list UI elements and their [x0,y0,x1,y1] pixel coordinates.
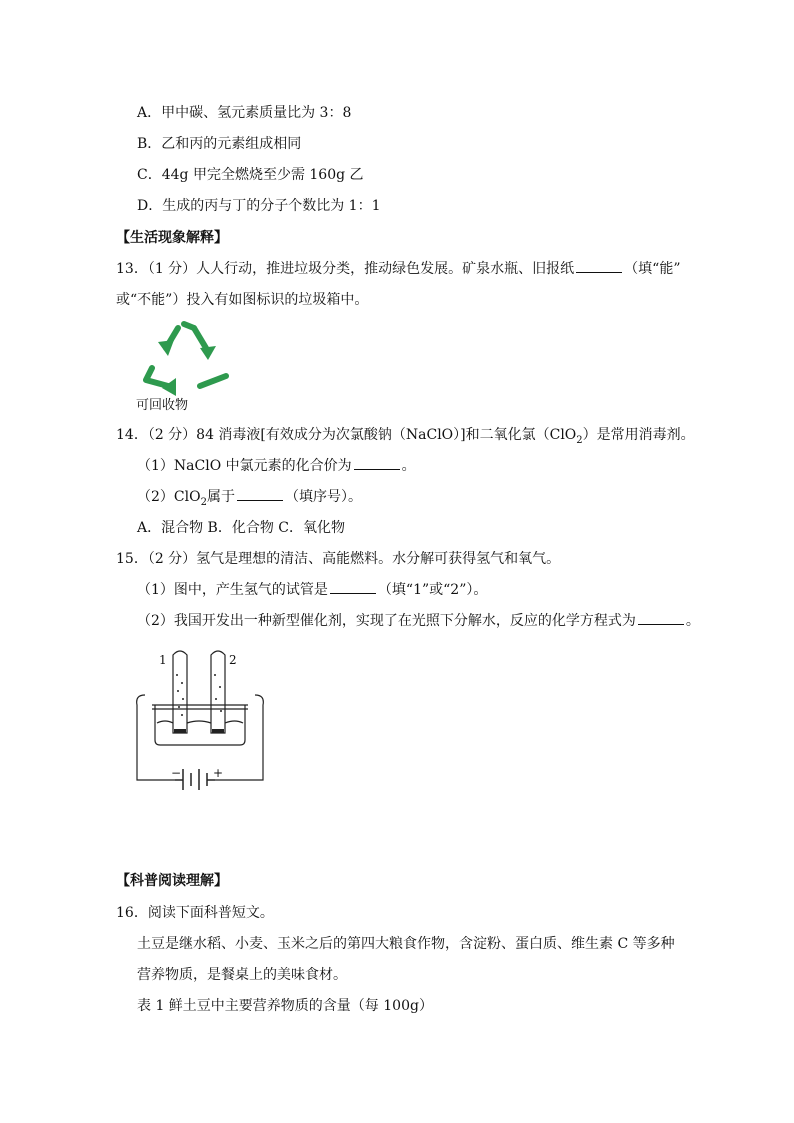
q16-para-line2: 营养物质，是餐桌上的美味食材。 [137,967,347,983]
q15-sub1-pre: （1）图中，产生氢气的试管是 [137,582,328,598]
section-heading-life: 【生活现象解释】 [116,230,228,246]
q15-sub2-post: 。 [685,613,700,629]
q15-sub2-blank[interactable] [638,612,684,625]
q14-sub2-pre: （2）ClO [137,489,201,505]
electrolysis-figure [135,645,265,790]
q14-stem-sub: 2 [576,434,583,446]
tube-2-label: 2 [229,653,237,667]
q14-sub2 [137,487,362,513]
section-heading-reading: 【科普阅读理解】 [116,873,228,889]
q14-stem-a: 14．（2 分）84 消毒液[有效成分为次氯酸钠（NaClO）]和二氧化氯（ClO [116,427,577,443]
q14-stem-b: ）是常用消毒剂。 [582,427,695,443]
q13-line2: 或“不能”）投入有如图标识的垃圾箱中。 [116,292,369,308]
tube-1-label: 1 [159,653,167,667]
recycle-icon [140,318,232,398]
q15-sub1-blank[interactable] [330,581,376,594]
q15-sub1-post: （填“1”或“2”）。 [377,582,488,598]
option-c: C．44g 甲完全燃烧至少需 160g 乙 [137,167,364,183]
q13-answer-blank[interactable] [576,260,622,273]
q14-sub2-sub: 2 [200,496,207,508]
electrolysis-apparatus-icon [135,645,265,790]
plus-label: + [213,766,224,780]
q13-line1 [116,259,681,279]
q14-sub1-pre: （1）NaClO 中氯元素的化合价为 [137,458,352,474]
q13-text-pre: 13．（1 分）人人行动，推进垃圾分类，推动绿色发展。矿泉水瓶、旧报纸 [116,261,575,277]
recycle-figure [136,318,232,416]
minus-label: − [171,766,182,780]
q14-sub1-blank[interactable] [354,457,400,470]
q16-stem: 16．阅读下面科普短文。 [116,905,274,921]
q14-sub2-blank[interactable] [237,488,283,501]
q14-options: A．混合物 B．化合物 C．氧化物 [137,520,346,536]
q14-sub2-mid: 属于 [206,489,235,505]
q14-stem [116,425,695,451]
option-b: B．乙和丙的元素组成相同 [137,136,302,152]
q14-sub1 [137,456,416,476]
recycle-label: 可回收物 [136,398,189,413]
q14-sub2-post: （填序号）。 [284,489,362,505]
q15-sub1 [137,580,487,600]
q16-table-caption: 表 1 鲜土豆中主要营养物质的含量（每 100g） [137,998,433,1014]
q13-text-post: （填“能” [624,261,681,277]
q15-sub2-pre: （2）我国开发出一种新型催化剂，实现了在光照下分解水，反应的化学方程式为 [137,613,636,629]
q15-stem: 15．（2 分）氢气是理想的清洁、高能燃料。水分解可获得氢气和氧气。 [116,551,561,567]
q16-para-line1: 土豆是继水稻、小麦、玉米之后的第四大粮食作物，含淀粉、蛋白质、维生素 C 等多种 [137,936,675,952]
option-a: A．甲中碳、氢元素质量比为 3：8 [137,105,352,121]
q15-sub2 [137,611,700,631]
q14-sub1-post: 。 [401,458,416,474]
option-d: D．生成的丙与丁的分子个数比为 1：1 [137,198,381,214]
